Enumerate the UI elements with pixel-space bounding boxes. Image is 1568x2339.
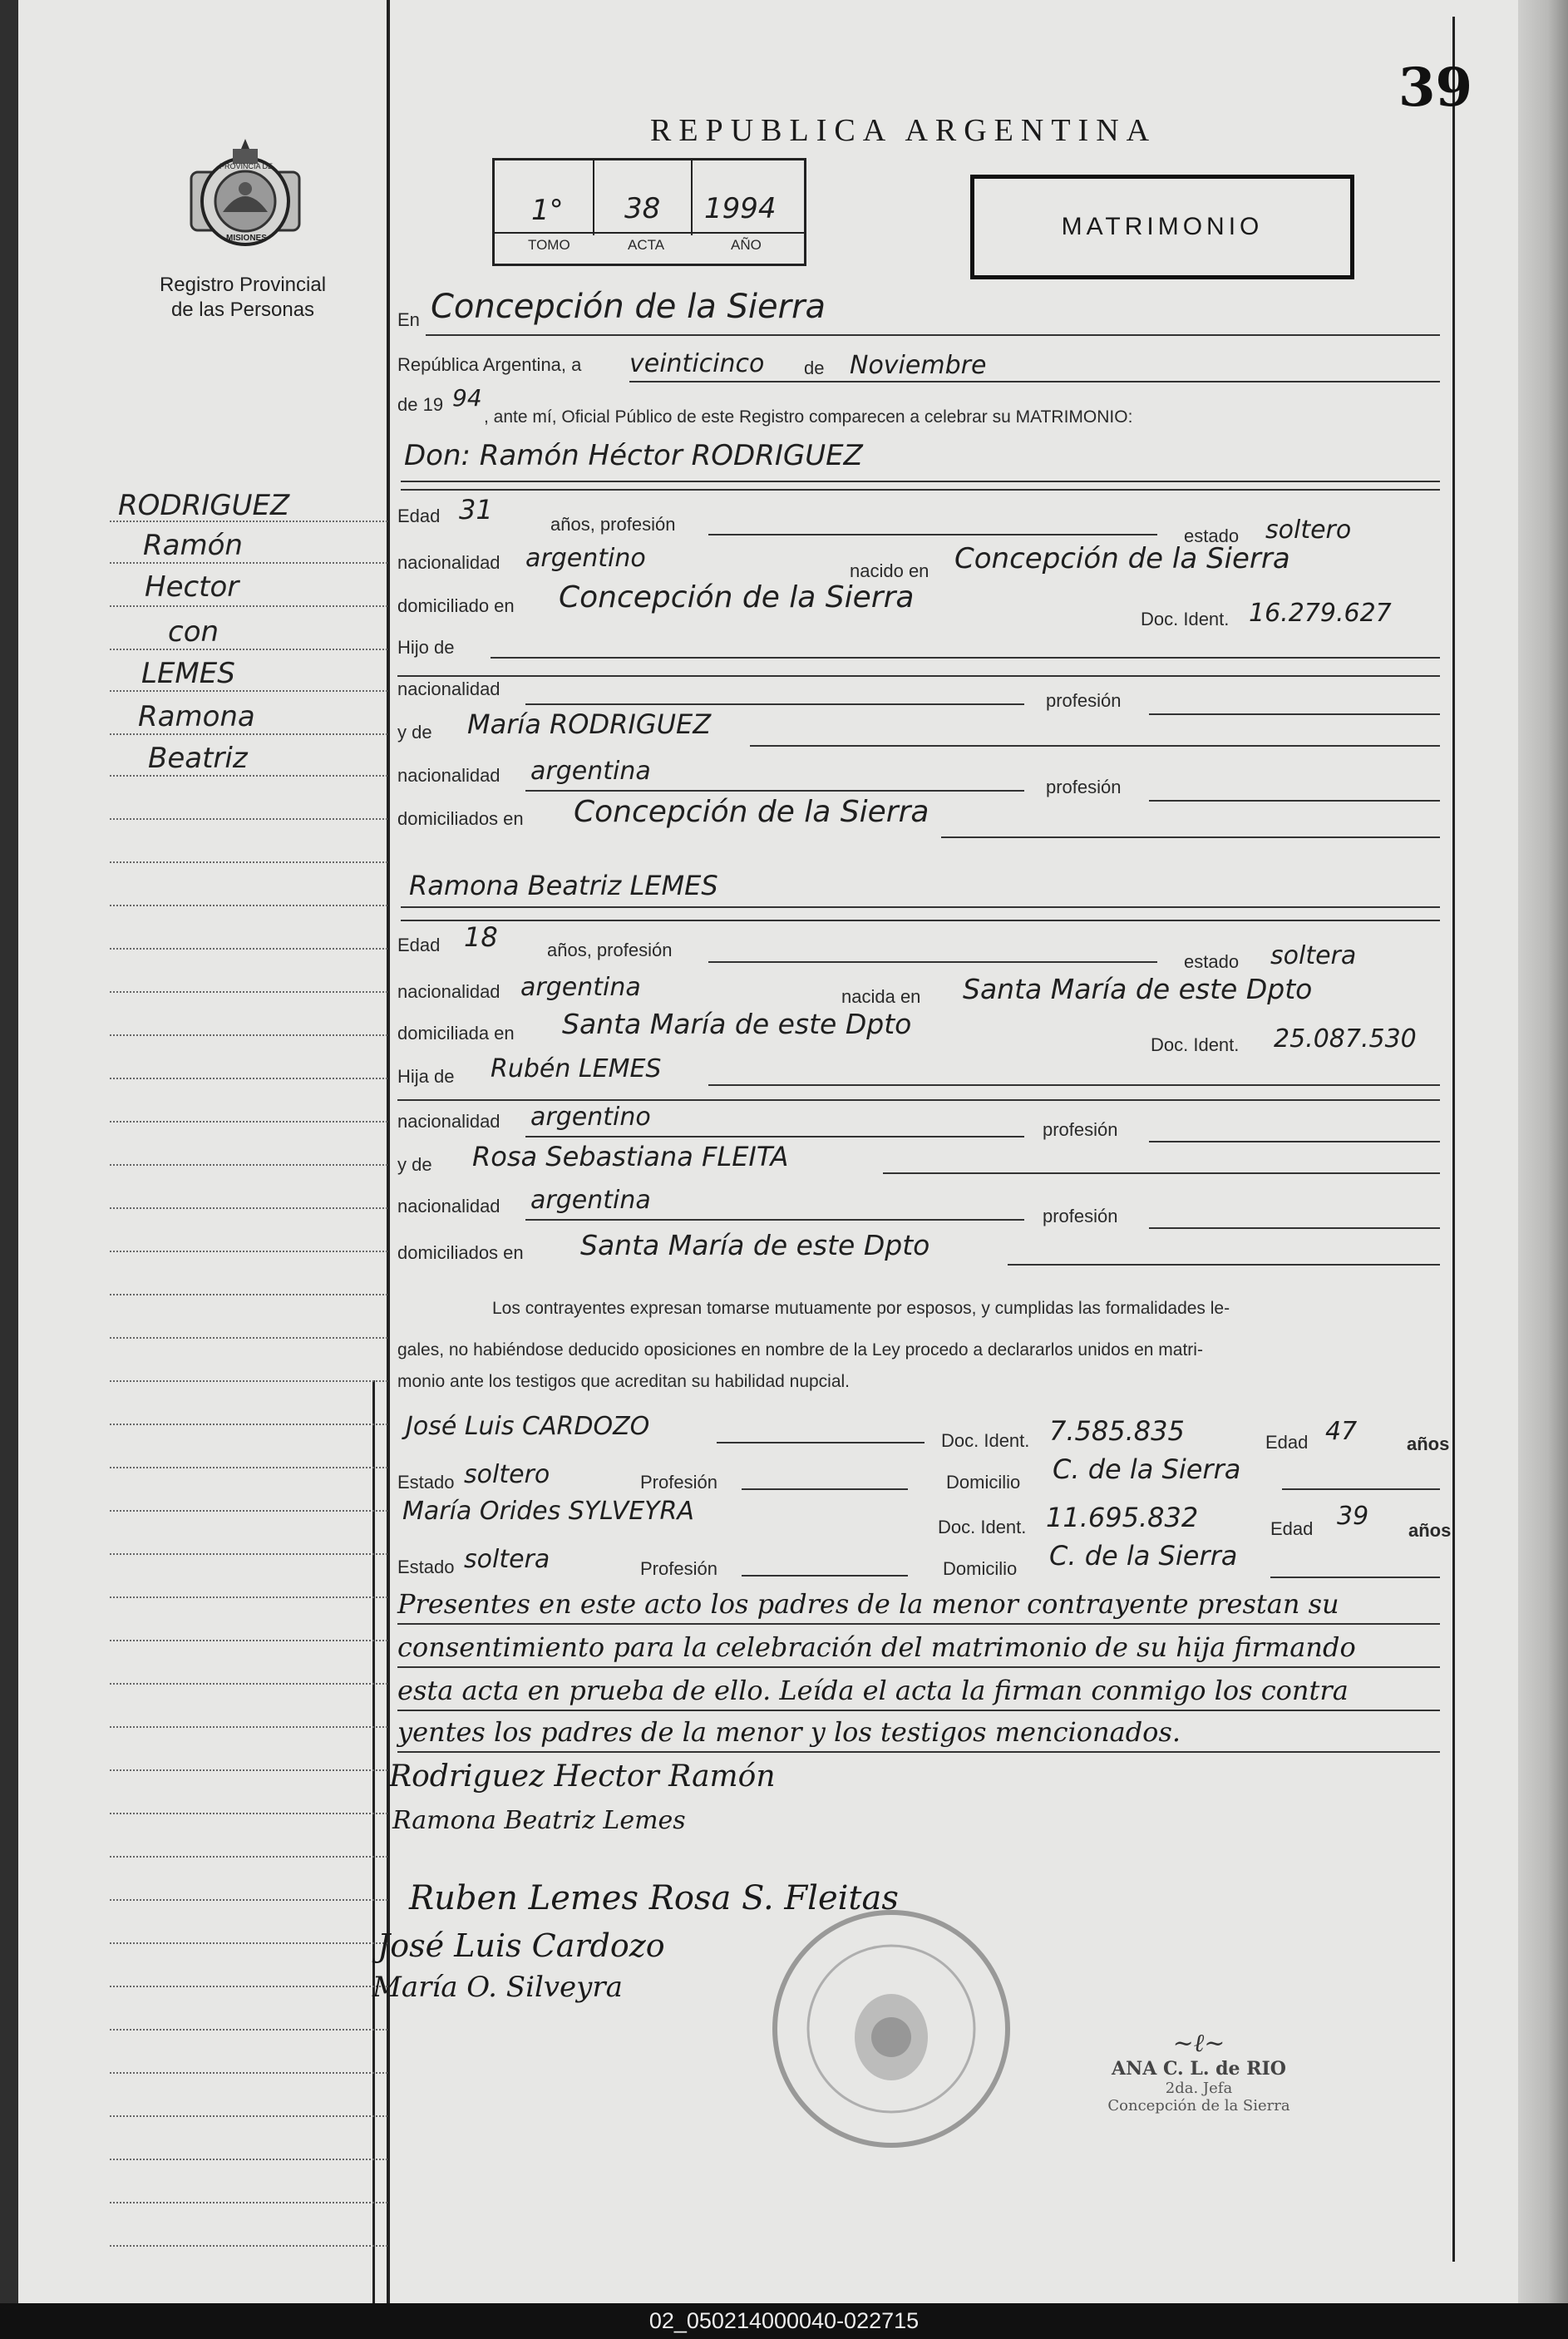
signature: José Luis Cardozo	[377, 1927, 665, 1964]
province-seal	[183, 137, 308, 262]
stamp-icon	[767, 1904, 1016, 2154]
footer-code: 02_050214000040-022715	[0, 2303, 1568, 2339]
note-line: Presentes en este acto los padres de la menor contrayente prestan su	[397, 1588, 1339, 1620]
bride-mprof-label: profesión	[1043, 1206, 1118, 1226]
margin-name-line: Beatriz	[148, 742, 248, 775]
official-name: ANA C. L. de RIO	[1112, 2058, 1286, 2080]
groom-anos-label: años, profesión	[550, 514, 676, 535]
intro-place: Concepción de la Sierra	[431, 288, 826, 326]
witness-name: María Orides SYLVEYRA	[402, 1497, 694, 1526]
act-type-box	[970, 175, 1354, 279]
groom-pdom: Concepción de la Sierra	[574, 795, 929, 829]
seal-bottom-text: MISIONES	[226, 234, 267, 243]
country-header: REPUBLICA ARGENTINA	[650, 113, 1157, 148]
registry-name	[118, 273, 367, 323]
witness-dom-label: Domicilio	[943, 1558, 1018, 1579]
groom-domicilio: Concepción de la Sierra	[559, 580, 915, 614]
republic-label: República Argentina, a	[397, 354, 582, 375]
declaration-line: Los contrayentes expresan tomarse mutuamente por esposos, y cumplidas las formalidades le-	[492, 1299, 1230, 1318]
bride-domicilio: Santa María de este Dpto	[562, 1008, 912, 1040]
note-line: esta acta en prueba de ello. Leída el acta la firman conmigo los contra	[397, 1675, 1349, 1706]
bride-mnac-label: nacionalidad	[397, 1196, 500, 1216]
bride-mnac: argentina	[530, 1186, 651, 1215]
witness-prof-label: Profesión	[640, 1472, 717, 1493]
registry-line-2: de las Personas	[170, 299, 315, 321]
record-box-values	[495, 160, 804, 227]
witness-anos-label: años	[1407, 1434, 1450, 1454]
note-line: yentes los padres de la menor y los testigos mencionados.	[397, 1716, 1181, 1748]
groom-mnac-label: nacionalidad	[397, 765, 500, 786]
intro-month: Noviembre	[850, 351, 987, 380]
bride-estado-label: estado	[1184, 951, 1240, 972]
bride-name: Ramona Beatriz LEMES	[409, 870, 718, 901]
bride-fnac-label: nacionalidad	[397, 1111, 500, 1132]
note-line: consentimiento para la celebración del matrimonio de su hija firmando	[397, 1631, 1356, 1663]
witness-domicilio: C. de la Sierra	[1053, 1453, 1241, 1485]
witness-estado-label: Estado	[397, 1472, 455, 1493]
intro-formula: , ante mí, Oficial Público de este Registro comparecen a celebrar su MATRIMONIO:	[484, 407, 1133, 427]
groom-pdom-label: domiciliados en	[397, 808, 524, 829]
groom-edad: 31	[459, 494, 493, 526]
registry-stamp	[767, 1904, 1016, 2154]
signature: Rodriguez Hector Ramón	[389, 1759, 776, 1794]
document-page	[18, 0, 1548, 2303]
tomo-label: TOMO	[528, 237, 570, 253]
margin-name-line: RODRIGUEZ	[118, 489, 290, 522]
witness-edad: 47	[1325, 1417, 1358, 1446]
groom-mnac: argentina	[530, 757, 651, 786]
official-stamp	[1074, 2029, 1324, 2114]
bride-edad: 18	[464, 921, 498, 953]
bride-anos-label: años, profesión	[547, 940, 673, 960]
groom-fprof-label: profesión	[1046, 690, 1122, 711]
official-place: Concepción de la Sierra	[1107, 2097, 1290, 2114]
page-edge	[1518, 0, 1568, 2303]
groom-nac-label: nacionalidad	[397, 552, 500, 573]
witness-prof-label: Profesión	[640, 1558, 717, 1579]
bride-father: Rubén LEMES	[491, 1054, 662, 1083]
groom-fnac-label: nacionalidad	[397, 679, 500, 699]
seal-icon	[183, 137, 308, 262]
bride-pdom: Santa María de este Dpto	[580, 1229, 930, 1261]
groom-estado-label: estado	[1184, 526, 1240, 546]
witness-domicilio: C. de la Sierra	[1049, 1540, 1238, 1572]
groom-edad-label: Edad	[397, 506, 441, 526]
year-label: de 19	[397, 394, 444, 415]
margin-name-line: Hector	[145, 570, 239, 604]
record-ano: 1994	[704, 192, 777, 225]
witness-edad-label: Edad	[1265, 1432, 1309, 1453]
witness-edad-label: Edad	[1270, 1518, 1314, 1539]
intro-day: veinticinco	[629, 349, 765, 378]
seal-top-text: PROVINCIA DE	[219, 162, 274, 170]
bride-nacida-label: nacida en	[841, 986, 921, 1007]
ano-label: AÑO	[731, 237, 762, 253]
margin-rule-inner	[372, 1380, 375, 2303]
groom-mother: María RODRIGUEZ	[467, 708, 712, 740]
groom-estado: soltero	[1265, 516, 1352, 545]
bride-pdom-label: domiciliados en	[397, 1242, 524, 1263]
bride-doc: 25.087.530	[1274, 1024, 1417, 1054]
bride-fprof-label: profesión	[1043, 1119, 1118, 1140]
bride-dom-label: domiciliada en	[397, 1023, 515, 1044]
bride-hija-label: Hija de	[397, 1066, 455, 1087]
margin-name-line: Ramón	[143, 529, 243, 562]
signature: María O. Silveyra	[372, 1971, 623, 2004]
groom-doc-label: Doc. Ident.	[1141, 609, 1230, 629]
record-acta: 38	[624, 192, 661, 225]
witness-name: José Luis CARDOZO	[406, 1412, 650, 1441]
witness-anos-label: años	[1408, 1520, 1452, 1541]
witness-doc: 7.585.835	[1049, 1415, 1185, 1447]
en-label: En	[397, 309, 420, 330]
groom-mprof-label: profesión	[1046, 777, 1122, 797]
groom-nacido-label: nacido en	[850, 560, 929, 581]
page-number: 39	[1398, 57, 1473, 119]
witness-estado: soltera	[464, 1545, 550, 1574]
margin-rule-right	[1452, 17, 1455, 2262]
bride-doc-label: Doc. Ident.	[1151, 1034, 1240, 1055]
groom-dom-label: domiciliado en	[397, 595, 515, 616]
bride-estado: soltera	[1270, 941, 1357, 970]
signature: Ruben Lemes Rosa S. Fleitas	[409, 1879, 899, 1917]
bride-nacionalidad: argentina	[520, 973, 641, 1002]
official-role: 2da. Jefa	[1165, 2080, 1233, 2097]
bride-edad-label: Edad	[397, 935, 441, 955]
witness-estado: soltero	[464, 1460, 550, 1489]
intro-year: 94	[452, 384, 482, 412]
witness-doc-label: Doc. Ident.	[941, 1430, 1030, 1451]
acta-label: ACTA	[628, 237, 665, 253]
witness-edad: 39	[1337, 1502, 1369, 1531]
declaration-line: monio ante los testigos que acreditan su habilidad nupcial.	[397, 1372, 851, 1391]
signature: Ramona Beatriz Lemes	[392, 1806, 686, 1835]
bride-nac-label: nacionalidad	[397, 981, 500, 1002]
record-tomo: 1°	[531, 194, 564, 227]
witness-estado-label: Estado	[397, 1557, 455, 1577]
margin-name-line: LEMES	[141, 657, 235, 690]
witness-doc-label: Doc. Ident.	[938, 1517, 1027, 1537]
record-box	[492, 158, 806, 266]
intro-de-label: de	[804, 358, 825, 378]
act-type-label: MATRIMONIO	[1061, 213, 1264, 240]
witness-dom-label: Domicilio	[946, 1472, 1021, 1493]
bride-fnac: argentino	[530, 1103, 651, 1132]
witness-doc: 11.695.832	[1046, 1502, 1199, 1533]
registry-line-1: Registro Provincial	[159, 274, 327, 296]
margin-name-line: Ramona	[138, 700, 255, 733]
groom-nacido: Concepción de la Sierra	[954, 542, 1290, 575]
bride-yde-label: y de	[397, 1154, 432, 1175]
declaration-line: gales, no habiéndose deducido oposiciones en nombre de la Ley procedo a declararlos unidos en matri-	[397, 1340, 1203, 1359]
groom-doc: 16.279.627	[1249, 599, 1392, 628]
official-signature-icon: ~ℓ~	[1172, 2029, 1225, 2058]
groom-yde-label: y de	[397, 722, 432, 743]
groom-name: Don: Ramón Héctor RODRIGUEZ	[404, 439, 863, 472]
bride-mother: Rosa Sebastiana FLEITA	[472, 1141, 789, 1172]
groom-nacionalidad: argentino	[525, 544, 646, 573]
groom-hijo-label: Hijo de	[397, 637, 455, 658]
bride-nacida: Santa María de este Dpto	[963, 973, 1313, 1005]
margin-name-line: con	[168, 615, 219, 649]
